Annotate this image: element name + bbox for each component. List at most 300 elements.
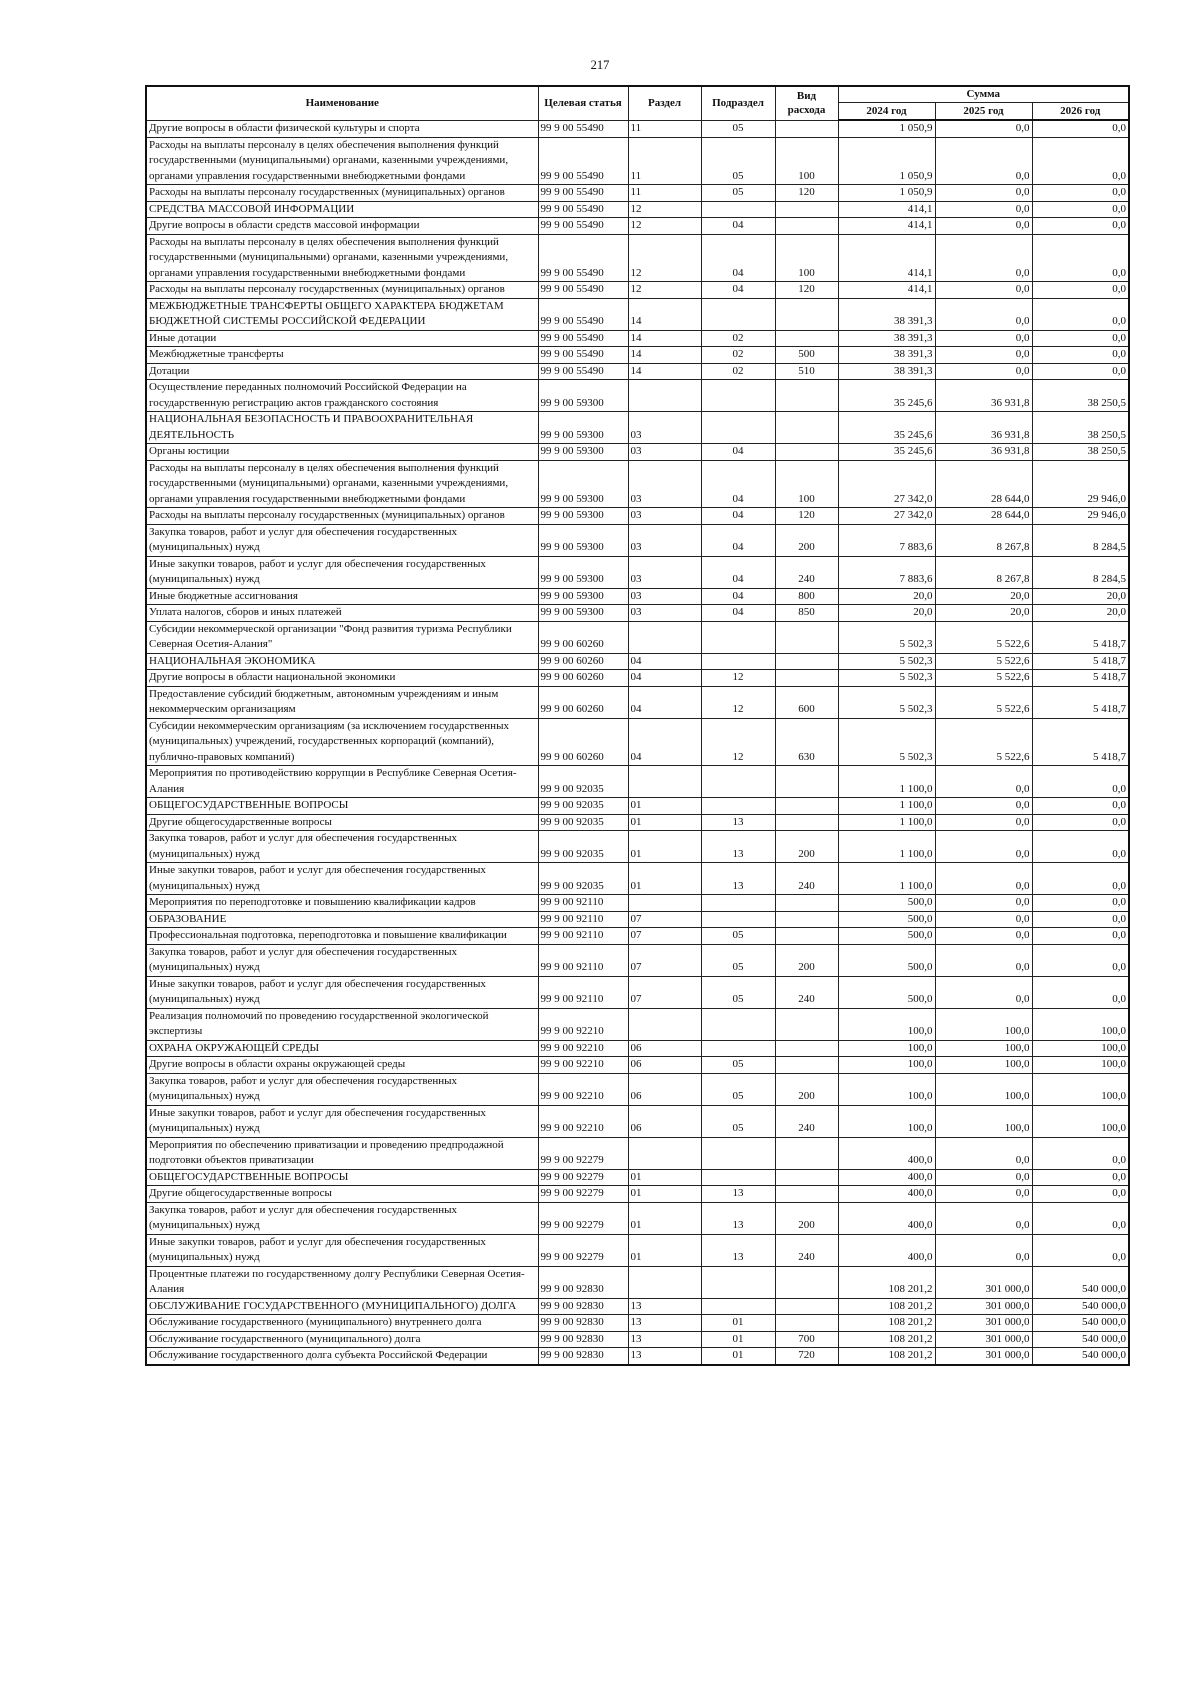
row-name: Иные закупки товаров, работ и услуг для обеспечения государственных (муниципальных) нужд bbox=[146, 1234, 538, 1266]
row-section: 14 bbox=[628, 363, 701, 380]
row-name: Субсидии некоммерческой организации "Фонд развития туризма Республики Северная Осетия-Алания" bbox=[146, 621, 538, 653]
row-sum-2025: 0,0 bbox=[935, 137, 1032, 185]
row-subsection: 05 bbox=[701, 1073, 775, 1105]
row-subsection bbox=[701, 653, 775, 670]
row-expense-type: 600 bbox=[775, 686, 838, 718]
row-subsection: 04 bbox=[701, 460, 775, 508]
row-name: Иные закупки товаров, работ и услуг для обеспечения государственных (муниципальных) нужд bbox=[146, 556, 538, 588]
row-sum-2025: 0,0 bbox=[935, 1186, 1032, 1203]
row-expense-type: 200 bbox=[775, 524, 838, 556]
row-name: Реализация полномочий по проведению государственной экологической экспертизы bbox=[146, 1008, 538, 1040]
row-sum-2025: 0,0 bbox=[935, 1202, 1032, 1234]
table-row bbox=[146, 363, 1129, 380]
row-section: 03 bbox=[628, 412, 701, 444]
row-expense-type: 100 bbox=[775, 234, 838, 282]
row-name: СРЕДСТВА МАССОВОЙ ИНФОРМАЦИИ bbox=[146, 201, 538, 218]
row-expense-type: 200 bbox=[775, 1202, 838, 1234]
row-expense-type: 100 bbox=[775, 137, 838, 185]
row-section: 04 bbox=[628, 686, 701, 718]
row-section: 03 bbox=[628, 556, 701, 588]
table-row bbox=[146, 1169, 1129, 1186]
row-name: Субсидии некоммерческим организациям (за исключением государственных (муниципальных) учреждений, государственных корпораций (компаний), публично-правовых компаний) bbox=[146, 718, 538, 766]
row-expense-type: 120 bbox=[775, 185, 838, 202]
row-name: Дотации bbox=[146, 363, 538, 380]
row-sum-2024: 100,0 bbox=[838, 1073, 935, 1105]
row-target-article: 99 9 00 92035 bbox=[538, 863, 628, 895]
row-sum-2025: 36 931,8 bbox=[935, 412, 1032, 444]
row-sum-2026: 5 418,7 bbox=[1032, 653, 1129, 670]
row-sum-2025: 0,0 bbox=[935, 218, 1032, 235]
table-row bbox=[146, 444, 1129, 461]
row-sum-2026: 0,0 bbox=[1032, 347, 1129, 364]
row-name: Другие общегосударственные вопросы bbox=[146, 1186, 538, 1203]
row-expense-type bbox=[775, 120, 838, 137]
row-section: 03 bbox=[628, 524, 701, 556]
table-row bbox=[146, 460, 1129, 508]
row-expense-type: 500 bbox=[775, 347, 838, 364]
row-target-article: 99 9 00 92279 bbox=[538, 1234, 628, 1266]
row-subsection bbox=[701, 798, 775, 815]
table-row bbox=[146, 556, 1129, 588]
row-target-article: 99 9 00 92830 bbox=[538, 1298, 628, 1315]
row-target-article: 99 9 00 92830 bbox=[538, 1331, 628, 1348]
row-name: Органы юстиции bbox=[146, 444, 538, 461]
row-sum-2025: 0,0 bbox=[935, 282, 1032, 299]
row-name: Профессиональная подготовка, переподготовка и повышение квалификации bbox=[146, 928, 538, 945]
row-section: 01 bbox=[628, 831, 701, 863]
row-name: Расходы на выплаты персоналу государственных (муниципальных) органов bbox=[146, 508, 538, 525]
header-subsection: Подраздел bbox=[701, 86, 775, 120]
row-name: Мероприятия по обеспечению приватизации и проведению предпродажной подготовки объектов приватизации bbox=[146, 1137, 538, 1169]
row-sum-2026: 540 000,0 bbox=[1032, 1298, 1129, 1315]
row-section: 13 bbox=[628, 1348, 701, 1365]
row-sum-2026: 5 418,7 bbox=[1032, 718, 1129, 766]
row-sum-2026: 0,0 bbox=[1032, 911, 1129, 928]
row-name: ОБЩЕГОСУДАРСТВЕННЫЕ ВОПРОСЫ bbox=[146, 798, 538, 815]
row-sum-2024: 400,0 bbox=[838, 1234, 935, 1266]
row-name: Иные закупки товаров, работ и услуг для обеспечения государственных (муниципальных) нужд bbox=[146, 1105, 538, 1137]
row-sum-2024: 1 100,0 bbox=[838, 798, 935, 815]
row-target-article: 99 9 00 92210 bbox=[538, 1040, 628, 1057]
row-sum-2026: 0,0 bbox=[1032, 330, 1129, 347]
row-target-article: 99 9 00 59300 bbox=[538, 460, 628, 508]
row-section: 06 bbox=[628, 1057, 701, 1074]
table-row bbox=[146, 976, 1129, 1008]
row-target-article: 99 9 00 92110 bbox=[538, 911, 628, 928]
row-target-article: 99 9 00 59300 bbox=[538, 524, 628, 556]
row-sum-2026: 0,0 bbox=[1032, 282, 1129, 299]
table-row bbox=[146, 137, 1129, 185]
row-section: 07 bbox=[628, 944, 701, 976]
row-subsection: 12 bbox=[701, 686, 775, 718]
row-subsection: 04 bbox=[701, 556, 775, 588]
row-name: Иные закупки товаров, работ и услуг для обеспечения государственных (муниципальных) нужд bbox=[146, 863, 538, 895]
row-name: МЕЖБЮДЖЕТНЫЕ ТРАНСФЕРТЫ ОБЩЕГО ХАРАКТЕРА БЮДЖЕТАМ БЮДЖЕТНОЙ СИСТЕМЫ РОССИЙСКОЙ ФЕДЕРАЦИИ bbox=[146, 298, 538, 330]
row-sum-2025: 0,0 bbox=[935, 814, 1032, 831]
row-subsection bbox=[701, 895, 775, 912]
row-section: 04 bbox=[628, 670, 701, 687]
row-expense-type bbox=[775, 621, 838, 653]
row-subsection: 13 bbox=[701, 863, 775, 895]
row-expense-type bbox=[775, 412, 838, 444]
row-sum-2026: 0,0 bbox=[1032, 120, 1129, 137]
row-target-article: 99 9 00 59300 bbox=[538, 556, 628, 588]
row-expense-type bbox=[775, 911, 838, 928]
row-sum-2025: 100,0 bbox=[935, 1040, 1032, 1057]
row-sum-2026: 0,0 bbox=[1032, 831, 1129, 863]
row-expense-type bbox=[775, 380, 838, 412]
table-row bbox=[146, 588, 1129, 605]
row-section: 12 bbox=[628, 218, 701, 235]
table-row bbox=[146, 508, 1129, 525]
table-row bbox=[146, 831, 1129, 863]
row-sum-2024: 38 391,3 bbox=[838, 347, 935, 364]
row-sum-2025: 301 000,0 bbox=[935, 1315, 1032, 1332]
table-row bbox=[146, 1040, 1129, 1057]
row-sum-2026: 5 418,7 bbox=[1032, 686, 1129, 718]
header-sum: Сумма bbox=[838, 86, 1129, 102]
row-subsection bbox=[701, 1040, 775, 1057]
row-sum-2026: 0,0 bbox=[1032, 1186, 1129, 1203]
row-sum-2025: 0,0 bbox=[935, 201, 1032, 218]
row-subsection: 04 bbox=[701, 605, 775, 622]
table-row bbox=[146, 895, 1129, 912]
row-sum-2024: 100,0 bbox=[838, 1008, 935, 1040]
row-expense-type bbox=[775, 1057, 838, 1074]
table-row bbox=[146, 282, 1129, 299]
table-row bbox=[146, 911, 1129, 928]
row-name: Другие вопросы в области национальной экономики bbox=[146, 670, 538, 687]
row-sum-2026: 29 946,0 bbox=[1032, 460, 1129, 508]
header-expense-type: Вид расхода bbox=[775, 86, 838, 120]
row-sum-2026: 0,0 bbox=[1032, 298, 1129, 330]
table-row bbox=[146, 1057, 1129, 1074]
row-name: ОХРАНА ОКРУЖАЮЩЕЙ СРЕДЫ bbox=[146, 1040, 538, 1057]
row-subsection: 04 bbox=[701, 282, 775, 299]
row-expense-type bbox=[775, 814, 838, 831]
row-section: 13 bbox=[628, 1331, 701, 1348]
row-target-article: 99 9 00 92035 bbox=[538, 798, 628, 815]
row-sum-2026: 540 000,0 bbox=[1032, 1266, 1129, 1298]
table-row bbox=[146, 814, 1129, 831]
row-expense-type: 200 bbox=[775, 1073, 838, 1105]
row-expense-type: 200 bbox=[775, 831, 838, 863]
row-sum-2024: 5 502,3 bbox=[838, 718, 935, 766]
row-sum-2025: 0,0 bbox=[935, 234, 1032, 282]
row-sum-2024: 414,1 bbox=[838, 234, 935, 282]
table-row bbox=[146, 798, 1129, 815]
row-subsection: 04 bbox=[701, 218, 775, 235]
row-target-article: 99 9 00 92110 bbox=[538, 895, 628, 912]
row-expense-type: 240 bbox=[775, 863, 838, 895]
row-sum-2025: 36 931,8 bbox=[935, 380, 1032, 412]
row-sum-2024: 1 100,0 bbox=[838, 863, 935, 895]
row-section: 03 bbox=[628, 444, 701, 461]
row-sum-2025: 20,0 bbox=[935, 588, 1032, 605]
row-sum-2026: 8 284,5 bbox=[1032, 556, 1129, 588]
row-target-article: 99 9 00 55490 bbox=[538, 201, 628, 218]
row-target-article: 99 9 00 55490 bbox=[538, 120, 628, 137]
row-target-article: 99 9 00 92110 bbox=[538, 928, 628, 945]
row-sum-2024: 414,1 bbox=[838, 201, 935, 218]
row-section: 06 bbox=[628, 1040, 701, 1057]
row-section bbox=[628, 1137, 701, 1169]
row-sum-2024: 35 245,6 bbox=[838, 444, 935, 461]
row-section: 01 bbox=[628, 1186, 701, 1203]
table-row bbox=[146, 524, 1129, 556]
row-sum-2025: 20,0 bbox=[935, 605, 1032, 622]
table-row bbox=[146, 1331, 1129, 1348]
row-section: 01 bbox=[628, 863, 701, 895]
row-subsection: 05 bbox=[701, 137, 775, 185]
table-row bbox=[146, 621, 1129, 653]
row-expense-type bbox=[775, 330, 838, 347]
row-sum-2026: 0,0 bbox=[1032, 1202, 1129, 1234]
row-expense-type bbox=[775, 670, 838, 687]
row-target-article: 99 9 00 92210 bbox=[538, 1057, 628, 1074]
row-name: Расходы на выплаты персоналу государственных (муниципальных) органов bbox=[146, 282, 538, 299]
row-section: 01 bbox=[628, 1202, 701, 1234]
row-sum-2025: 100,0 bbox=[935, 1105, 1032, 1137]
row-target-article: 99 9 00 92035 bbox=[538, 766, 628, 798]
row-sum-2025: 5 522,6 bbox=[935, 686, 1032, 718]
row-subsection: 13 bbox=[701, 1234, 775, 1266]
row-sum-2026: 38 250,5 bbox=[1032, 412, 1129, 444]
row-section: 06 bbox=[628, 1105, 701, 1137]
row-target-article: 99 9 00 59300 bbox=[538, 605, 628, 622]
row-expense-type bbox=[775, 444, 838, 461]
row-sum-2024: 500,0 bbox=[838, 928, 935, 945]
table-row bbox=[146, 1186, 1129, 1203]
table-row bbox=[146, 670, 1129, 687]
row-subsection: 01 bbox=[701, 1315, 775, 1332]
table-row bbox=[146, 928, 1129, 945]
row-name: Закупка товаров, работ и услуг для обеспечения государственных (муниципальных) нужд bbox=[146, 1202, 538, 1234]
row-sum-2026: 0,0 bbox=[1032, 976, 1129, 1008]
header-section: Раздел bbox=[628, 86, 701, 120]
row-name: Другие вопросы в области средств массовой информации bbox=[146, 218, 538, 235]
row-target-article: 99 9 00 59300 bbox=[538, 508, 628, 525]
row-sum-2025: 0,0 bbox=[935, 766, 1032, 798]
row-sum-2024: 1 100,0 bbox=[838, 831, 935, 863]
row-name: Мероприятия по противодействию коррупции в Республике Северная Осетия-Алания bbox=[146, 766, 538, 798]
row-sum-2026: 0,0 bbox=[1032, 363, 1129, 380]
row-sum-2024: 1 100,0 bbox=[838, 814, 935, 831]
row-sum-2024: 5 502,3 bbox=[838, 653, 935, 670]
row-expense-type: 800 bbox=[775, 588, 838, 605]
row-section: 11 bbox=[628, 185, 701, 202]
row-target-article: 99 9 00 55490 bbox=[538, 234, 628, 282]
row-subsection bbox=[701, 766, 775, 798]
row-sum-2024: 400,0 bbox=[838, 1169, 935, 1186]
row-section: 14 bbox=[628, 347, 701, 364]
row-target-article: 99 9 00 55490 bbox=[538, 330, 628, 347]
row-section bbox=[628, 380, 701, 412]
row-name: ОБЩЕГОСУДАРСТВЕННЫЕ ВОПРОСЫ bbox=[146, 1169, 538, 1186]
row-sum-2025: 5 522,6 bbox=[935, 670, 1032, 687]
row-subsection bbox=[701, 298, 775, 330]
row-sum-2026: 29 946,0 bbox=[1032, 508, 1129, 525]
row-name: Иные закупки товаров, работ и услуг для обеспечения государственных (муниципальных) нужд bbox=[146, 976, 538, 1008]
row-subsection: 04 bbox=[701, 508, 775, 525]
row-sum-2026: 0,0 bbox=[1032, 1169, 1129, 1186]
row-sum-2024: 100,0 bbox=[838, 1057, 935, 1074]
table-row bbox=[146, 686, 1129, 718]
row-subsection: 02 bbox=[701, 330, 775, 347]
row-sum-2025: 8 267,8 bbox=[935, 556, 1032, 588]
row-sum-2025: 0,0 bbox=[935, 1137, 1032, 1169]
row-section bbox=[628, 895, 701, 912]
row-sum-2024: 108 201,2 bbox=[838, 1348, 935, 1365]
row-sum-2025: 0,0 bbox=[935, 330, 1032, 347]
row-name: НАЦИОНАЛЬНАЯ ЭКОНОМИКА bbox=[146, 653, 538, 670]
row-sum-2024: 20,0 bbox=[838, 605, 935, 622]
row-sum-2024: 400,0 bbox=[838, 1137, 935, 1169]
row-name: НАЦИОНАЛЬНАЯ БЕЗОПАСНОСТЬ И ПРАВООХРАНИТЕЛЬНАЯ ДЕЯТЕЛЬНОСТЬ bbox=[146, 412, 538, 444]
row-target-article: 99 9 00 92110 bbox=[538, 944, 628, 976]
row-sum-2024: 5 502,3 bbox=[838, 621, 935, 653]
row-target-article: 99 9 00 92210 bbox=[538, 1105, 628, 1137]
row-expense-type: 630 bbox=[775, 718, 838, 766]
row-target-article: 99 9 00 92210 bbox=[538, 1008, 628, 1040]
table-row bbox=[146, 1137, 1129, 1169]
table-row bbox=[146, 1008, 1129, 1040]
row-expense-type bbox=[775, 201, 838, 218]
table-row bbox=[146, 380, 1129, 412]
row-expense-type: 240 bbox=[775, 1234, 838, 1266]
row-sum-2024: 1 050,9 bbox=[838, 185, 935, 202]
row-sum-2026: 0,0 bbox=[1032, 895, 1129, 912]
row-sum-2024: 7 883,6 bbox=[838, 524, 935, 556]
row-expense-type bbox=[775, 1298, 838, 1315]
table-row bbox=[146, 347, 1129, 364]
row-sum-2026: 0,0 bbox=[1032, 201, 1129, 218]
row-subsection: 05 bbox=[701, 185, 775, 202]
row-sum-2026: 38 250,5 bbox=[1032, 380, 1129, 412]
row-section: 04 bbox=[628, 653, 701, 670]
row-sum-2024: 414,1 bbox=[838, 282, 935, 299]
row-sum-2025: 0,0 bbox=[935, 911, 1032, 928]
row-name: Расходы на выплаты персоналу в целях обеспечения выполнения функций государственными (муниципальными) органами, казенными учреждениями, органами управления государственными внебюджетными фондами bbox=[146, 460, 538, 508]
row-sum-2024: 27 342,0 bbox=[838, 460, 935, 508]
row-subsection bbox=[701, 1008, 775, 1040]
table-row bbox=[146, 234, 1129, 282]
row-expense-type: 240 bbox=[775, 976, 838, 1008]
row-expense-type: 720 bbox=[775, 1348, 838, 1365]
row-sum-2024: 38 391,3 bbox=[838, 330, 935, 347]
row-expense-type bbox=[775, 1169, 838, 1186]
row-sum-2024: 108 201,2 bbox=[838, 1315, 935, 1332]
row-sum-2024: 38 391,3 bbox=[838, 363, 935, 380]
row-sum-2026: 0,0 bbox=[1032, 1137, 1129, 1169]
row-section: 03 bbox=[628, 508, 701, 525]
table-row bbox=[146, 298, 1129, 330]
row-subsection bbox=[701, 380, 775, 412]
row-subsection: 12 bbox=[701, 670, 775, 687]
row-section: 01 bbox=[628, 798, 701, 815]
row-target-article: 99 9 00 55490 bbox=[538, 282, 628, 299]
row-section: 12 bbox=[628, 282, 701, 299]
header-2025: 2025 год bbox=[935, 102, 1032, 120]
row-sum-2026: 100,0 bbox=[1032, 1040, 1129, 1057]
row-section: 01 bbox=[628, 814, 701, 831]
row-expense-type: 100 bbox=[775, 460, 838, 508]
row-expense-type: 120 bbox=[775, 282, 838, 299]
row-expense-type bbox=[775, 1137, 838, 1169]
table-row bbox=[146, 605, 1129, 622]
row-section: 11 bbox=[628, 137, 701, 185]
row-target-article: 99 9 00 92830 bbox=[538, 1348, 628, 1365]
row-sum-2025: 0,0 bbox=[935, 363, 1032, 380]
budget-table bbox=[145, 85, 1130, 1366]
row-name: Процентные платежи по государственному долгу Республики Северная Осетия-Алания bbox=[146, 1266, 538, 1298]
row-target-article: 99 9 00 59300 bbox=[538, 380, 628, 412]
row-sum-2025: 0,0 bbox=[935, 831, 1032, 863]
row-sum-2024: 500,0 bbox=[838, 976, 935, 1008]
table-row bbox=[146, 201, 1129, 218]
row-name: Другие общегосударственные вопросы bbox=[146, 814, 538, 831]
row-sum-2025: 100,0 bbox=[935, 1008, 1032, 1040]
row-subsection: 05 bbox=[701, 976, 775, 1008]
row-section bbox=[628, 766, 701, 798]
row-sum-2025: 301 000,0 bbox=[935, 1266, 1032, 1298]
row-sum-2026: 0,0 bbox=[1032, 137, 1129, 185]
row-sum-2025: 301 000,0 bbox=[935, 1331, 1032, 1348]
row-name: Предоставление субсидий бюджетным, автономным учреждениям и иным некоммерческим организациям bbox=[146, 686, 538, 718]
row-sum-2025: 36 931,8 bbox=[935, 444, 1032, 461]
row-name: Обслуживание государственного (муниципального) внутреннего долга bbox=[146, 1315, 538, 1332]
row-sum-2026: 0,0 bbox=[1032, 234, 1129, 282]
row-sum-2026: 0,0 bbox=[1032, 798, 1129, 815]
table-row bbox=[146, 330, 1129, 347]
row-subsection: 04 bbox=[701, 234, 775, 282]
row-target-article: 99 9 00 92035 bbox=[538, 831, 628, 863]
row-sum-2026: 540 000,0 bbox=[1032, 1315, 1129, 1332]
row-sum-2026: 0,0 bbox=[1032, 218, 1129, 235]
row-subsection: 13 bbox=[701, 1186, 775, 1203]
row-sum-2024: 5 502,3 bbox=[838, 670, 935, 687]
table-row bbox=[146, 1234, 1129, 1266]
row-expense-type: 240 bbox=[775, 556, 838, 588]
row-sum-2026: 8 284,5 bbox=[1032, 524, 1129, 556]
row-sum-2025: 5 522,6 bbox=[935, 621, 1032, 653]
row-section: 04 bbox=[628, 718, 701, 766]
row-sum-2026: 5 418,7 bbox=[1032, 670, 1129, 687]
row-expense-type bbox=[775, 1186, 838, 1203]
row-subsection: 04 bbox=[701, 444, 775, 461]
row-sum-2024: 1 050,9 bbox=[838, 120, 935, 137]
row-name: Расходы на выплаты персоналу в целях обеспечения выполнения функций государственными (муниципальными) органами, казенными учреждениями, органами управления государственными внебюджетными фондами bbox=[146, 234, 538, 282]
row-name: Уплата налогов, сборов и иных платежей bbox=[146, 605, 538, 622]
row-sum-2026: 0,0 bbox=[1032, 1234, 1129, 1266]
row-sum-2026: 100,0 bbox=[1032, 1073, 1129, 1105]
row-target-article: 99 9 00 55490 bbox=[538, 137, 628, 185]
row-sum-2024: 400,0 bbox=[838, 1186, 935, 1203]
row-name: Обслуживание государственного (муниципального) долга bbox=[146, 1331, 538, 1348]
row-expense-type bbox=[775, 1266, 838, 1298]
row-subsection: 02 bbox=[701, 363, 775, 380]
header-2026: 2026 год bbox=[1032, 102, 1129, 120]
row-sum-2024: 38 391,3 bbox=[838, 298, 935, 330]
row-name: Иные дотации bbox=[146, 330, 538, 347]
row-section: 14 bbox=[628, 298, 701, 330]
row-target-article: 99 9 00 60260 bbox=[538, 686, 628, 718]
row-section bbox=[628, 621, 701, 653]
row-subsection: 05 bbox=[701, 1057, 775, 1074]
table-row bbox=[146, 1315, 1129, 1332]
row-name: Закупка товаров, работ и услуг для обеспечения государственных (муниципальных) нужд bbox=[146, 524, 538, 556]
row-expense-type bbox=[775, 798, 838, 815]
